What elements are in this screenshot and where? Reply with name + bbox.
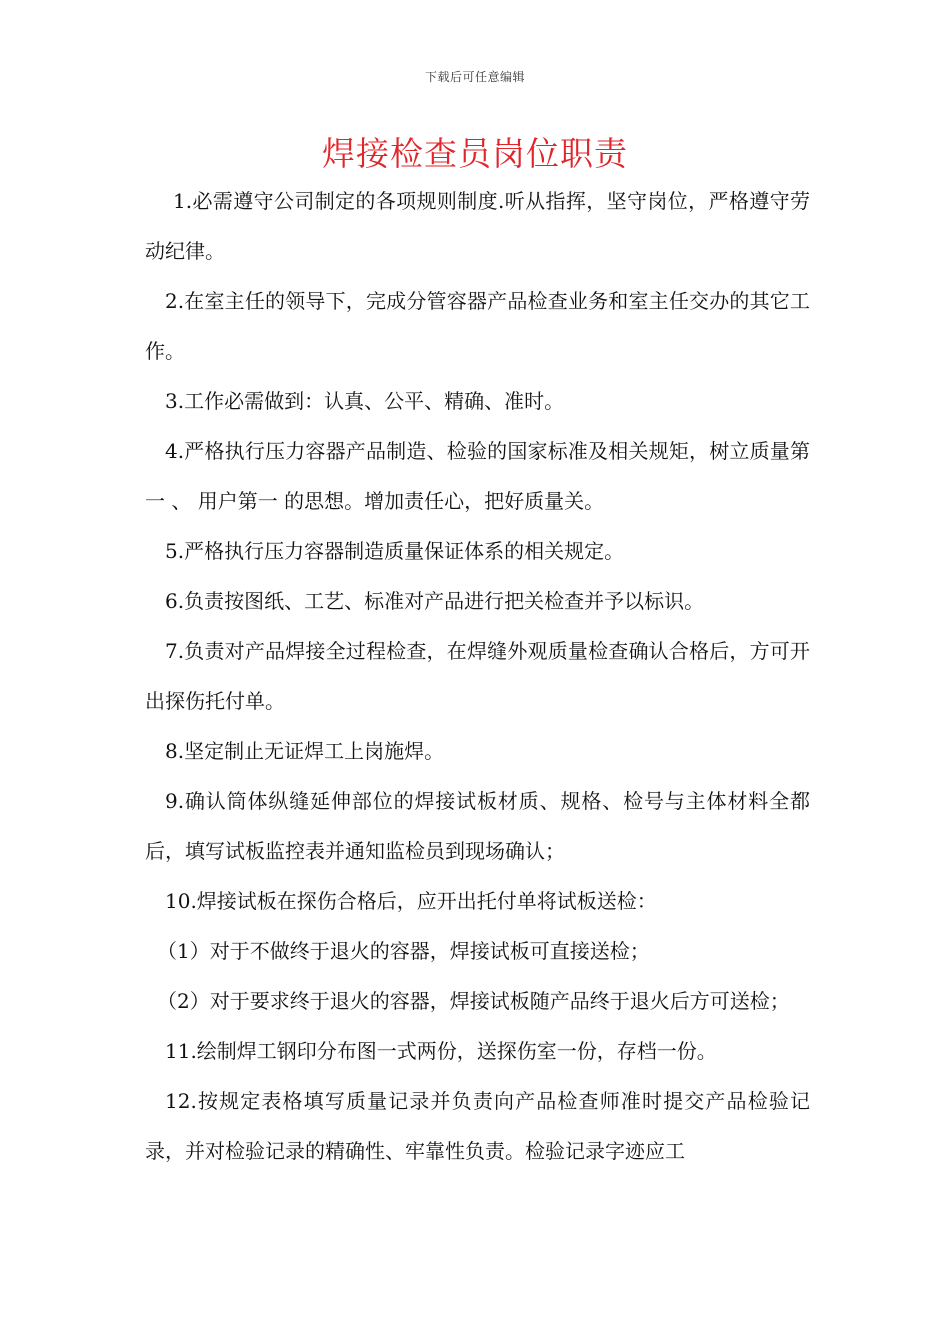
paragraph-10-item-1: （1）对于不做终于退火的容器，焊接试板可直接送检； [157,939,650,963]
paragraph-9: 9.确认筒体纵缝延伸部位的焊接试板材质、规格、检号与主体材料全都后，填写试板监控表并通知监检员到现场确认； [145,789,810,863]
paragraph-12: 12.按规定表格填写质量记录并负责向产品检查师准时提交产品检验记录，并对检验记录的精确性、牢靠性负责。检验记录字迹应工 [145,1089,810,1163]
document-title: 焊接检查员岗位职责 [322,134,628,173]
paragraph-5: 5.严格执行压力容器制造质量保证体系的相关规定。 [165,539,625,563]
paragraph-8: 8.坚定制止无证焊工上岗施焊。 [165,739,445,763]
paragraph-10-item-2: （2）对于要求终于退火的容器，焊接试板随产品终于退火后方可送检； [157,989,790,1013]
paragraph-4: 4.严格执行压力容器产品制造、检验的国家标准及相关规矩，树立质量第一 、 用户第一 的思想。增加责任心，把好质量关。 [145,439,810,513]
document-body [145,176,810,1176]
paragraph-1: 1.必需遵守公司制定的各项规则制度.听从指挥，坚守岗位，严格遵守劳动纪律。 [145,189,810,263]
paragraph-10: 10.焊接试板在探伤合格后，应开出托付单将试板送检： [165,889,657,913]
header-note: 下载后可任意编辑 [424,70,525,84]
paragraph-11: 11.绘制焊工钢印分布图一式两份，送探伤室一份，存档一份。 [165,1039,717,1063]
paragraph-3: 3.工作必需做到：认真、公平、精确、准时。 [165,389,565,413]
paragraph-6: 6.负责按图纸、工艺、标准对产品进行把关检查并予以标识。 [165,589,705,613]
paragraph-7: 7.负责对产品焊接全过程检查，在焊缝外观质量检查确认合格后，方可开出探伤托付单。 [145,639,810,713]
paragraph-2: 2.在室主任的领导下，完成分管容器产品检查业务和室主任交办的其它工作。 [145,289,810,363]
